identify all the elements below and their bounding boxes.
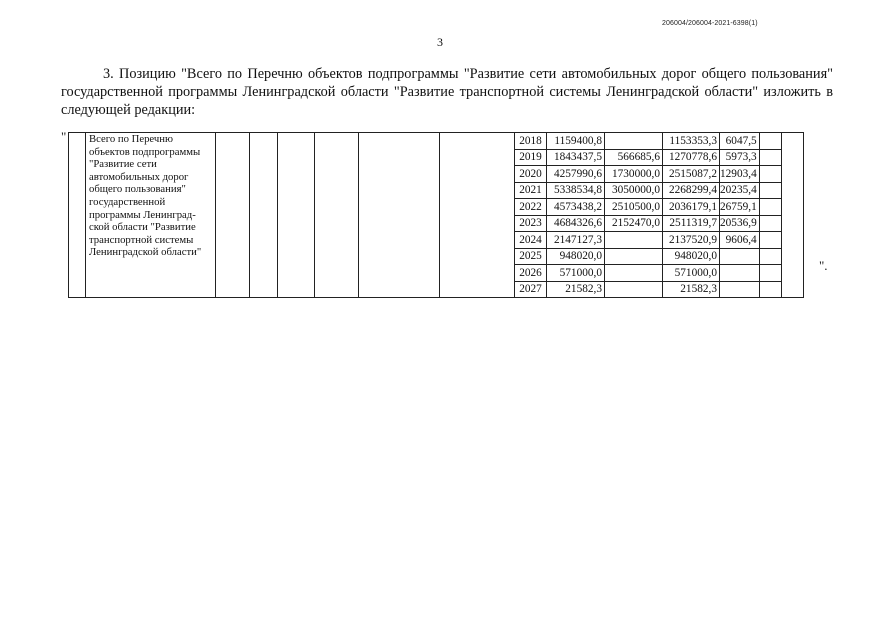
local-budget-cell <box>720 281 760 298</box>
regional-budget-cell: 948020,0 <box>663 248 720 265</box>
empty-cell <box>759 281 781 298</box>
year-cell: 2018 <box>515 133 547 150</box>
total-cell: 1159400,8 <box>547 133 605 150</box>
federal-budget-cell <box>605 265 663 282</box>
empty-cell <box>759 166 781 183</box>
total-cell: 4684326,6 <box>547 215 605 232</box>
position-name-line: объектов подпрограммы <box>89 145 201 158</box>
position-name-cell <box>86 133 216 298</box>
position-name-line: автомобильных дорог <box>89 170 189 183</box>
federal-budget-cell: 3050000,0 <box>605 182 663 199</box>
regional-budget-cell: 2511319,7 <box>663 215 720 232</box>
empty-cell <box>759 199 781 216</box>
empty-cell <box>759 265 781 282</box>
year-cell: 2025 <box>515 248 547 265</box>
empty-cell <box>759 149 781 166</box>
local-budget-cell <box>720 265 760 282</box>
year-cell: 2023 <box>515 215 547 232</box>
local-budget-cell: 6047,5 <box>720 133 760 150</box>
year-cell: 2021 <box>515 182 547 199</box>
empty-cell <box>359 133 440 298</box>
row-number-cell <box>69 133 86 298</box>
page-number: 3 <box>437 35 443 49</box>
total-cell: 4573438,2 <box>547 199 605 216</box>
federal-budget-cell <box>605 232 663 249</box>
local-budget-cell: 20235,4 <box>720 182 760 199</box>
total-cell: 21582,3 <box>547 281 605 298</box>
empty-cell <box>759 232 781 249</box>
objects-table <box>68 132 804 298</box>
regional-budget-cell: 1270778,6 <box>663 149 720 166</box>
total-cell: 2147127,3 <box>547 232 605 249</box>
position-name-line: программы Ленинград- <box>89 208 196 221</box>
regional-budget-cell: 1153353,3 <box>663 133 720 150</box>
federal-budget-cell: 1730000,0 <box>605 166 663 183</box>
year-cell: 2024 <box>515 232 547 249</box>
local-budget-cell: 5973,3 <box>720 149 760 166</box>
closing-quote: ". <box>819 258 828 273</box>
total-cell: 1843437,5 <box>547 149 605 166</box>
empty-cell <box>250 133 278 298</box>
empty-cell <box>759 133 781 150</box>
empty-cell <box>440 133 515 298</box>
empty-cell <box>759 248 781 265</box>
position-name-line: общего пользования" <box>89 183 186 196</box>
position-name-line: Всего по Перечню <box>89 133 173 145</box>
opening-quote: " <box>61 129 67 144</box>
regional-budget-cell: 2268299,4 <box>663 182 720 199</box>
position-name-line: транспортной системы <box>89 233 194 246</box>
local-budget-cell: 12903,4 <box>720 166 760 183</box>
empty-cell <box>315 133 359 298</box>
federal-budget-cell <box>605 248 663 265</box>
empty-cell <box>278 133 315 298</box>
federal-budget-cell: 2152470,0 <box>605 215 663 232</box>
regional-budget-cell: 21582,3 <box>663 281 720 298</box>
year-cell: 2022 <box>515 199 547 216</box>
regional-budget-cell: 2137520,9 <box>663 232 720 249</box>
table-row <box>69 133 804 150</box>
local-budget-cell: 9606,4 <box>720 232 760 249</box>
year-cell: 2019 <box>515 149 547 166</box>
regional-budget-cell: 571000,0 <box>663 265 720 282</box>
position-name-line: государственной <box>89 195 166 208</box>
federal-budget-cell: 566685,6 <box>605 149 663 166</box>
federal-budget-cell <box>605 133 663 150</box>
amendment-paragraph: 3. Позицию "Всего по Перечню объектов подпрограммы "Развитие сети автомобильных дорог общего пользования" государственной программы Ленинградской области "Развитие транспортной системы Ленинградской области" изложить в следующей редакции: <box>61 66 833 118</box>
total-cell: 571000,0 <box>547 265 605 282</box>
position-name-line: ской области "Развитие <box>89 221 196 234</box>
regional-budget-cell: 2515087,2 <box>663 166 720 183</box>
empty-cell <box>759 182 781 199</box>
total-cell: 948020,0 <box>547 248 605 265</box>
total-cell: 5338534,8 <box>547 182 605 199</box>
position-name-line: Ленинградской области" <box>89 246 202 259</box>
year-cell: 2027 <box>515 281 547 298</box>
local-budget-cell: 26759,1 <box>720 199 760 216</box>
total-cell: 4257990,6 <box>547 166 605 183</box>
position-name-line: "Развитие сети <box>89 158 157 171</box>
empty-cell <box>216 133 250 298</box>
year-cell: 2020 <box>515 166 547 183</box>
year-cell: 2026 <box>515 265 547 282</box>
federal-budget-cell: 2510500,0 <box>605 199 663 216</box>
local-budget-cell <box>720 248 760 265</box>
empty-cell <box>759 215 781 232</box>
federal-budget-cell <box>605 281 663 298</box>
document-id: 206004/206004-2021-6398(1) <box>662 20 758 27</box>
regional-budget-cell: 2036179,1 <box>663 199 720 216</box>
empty-cell <box>781 133 803 298</box>
local-budget-cell: 20536,9 <box>720 215 760 232</box>
